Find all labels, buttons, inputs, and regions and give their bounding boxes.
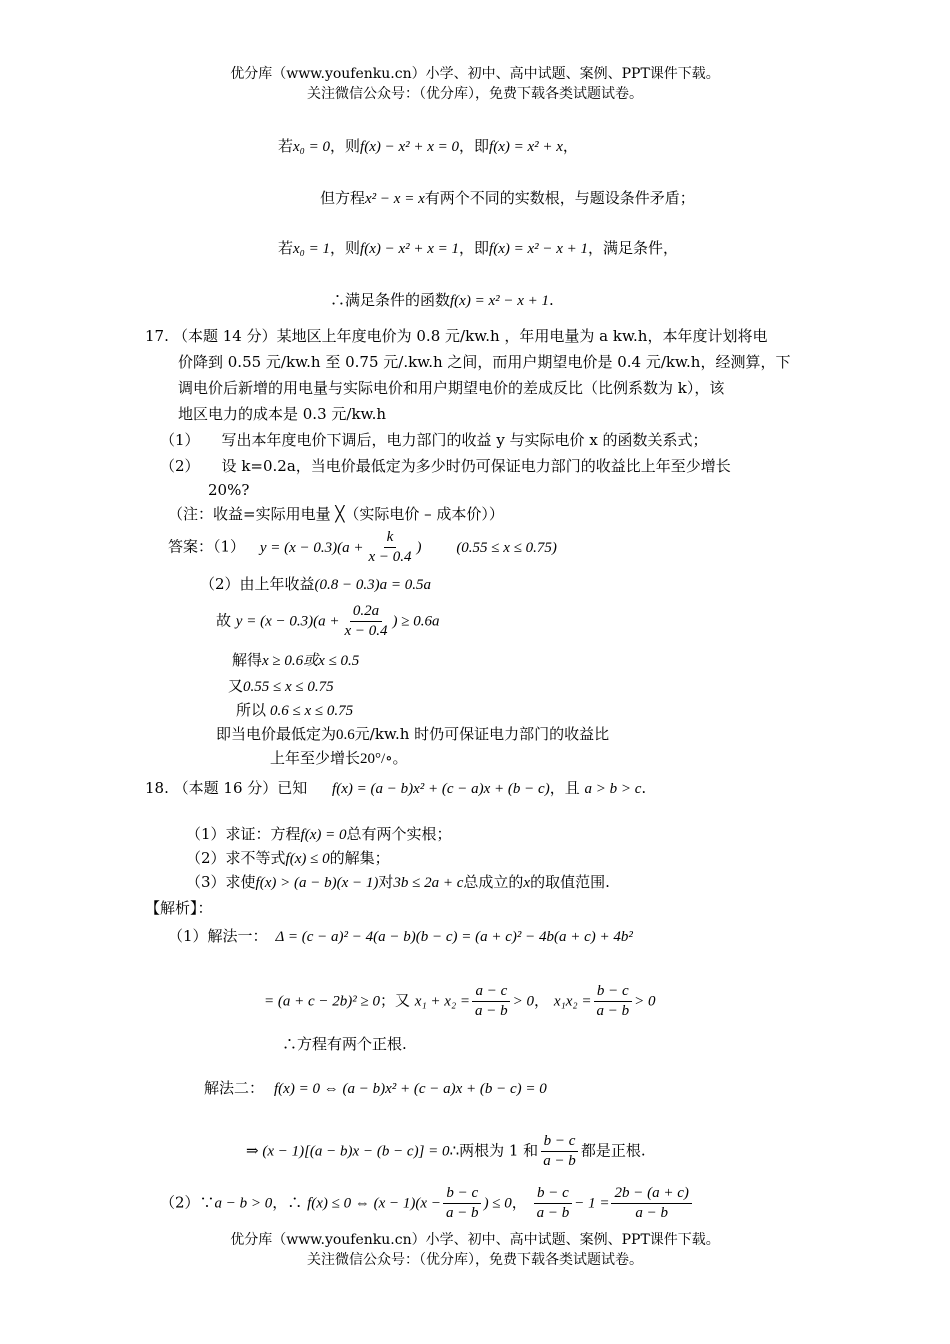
text-dot: .	[641, 779, 647, 797]
text: （1）解法一：	[168, 927, 268, 945]
math: > 0	[512, 993, 535, 1010]
q18-method1-line2	[264, 982, 655, 1021]
answer-label: 答案：（1）	[168, 537, 246, 556]
text: 元/kw.h 时仍可保证电力部门的收益比	[354, 725, 610, 743]
math-value: 0.6	[336, 727, 355, 743]
q17-part2	[160, 456, 731, 476]
q17-inequality	[216, 602, 439, 641]
math: > 0	[634, 993, 656, 1010]
case-x0-one	[278, 238, 678, 259]
q18-sub3	[186, 872, 610, 893]
q18-sub1	[186, 824, 452, 845]
text-end: 。	[392, 749, 408, 767]
text-ze: ，则	[330, 239, 361, 257]
math: f(x) ≤ 0 ⇔ (x − 1)(x −	[307, 1195, 441, 1212]
math: ⇒ (x − 1)[(a − b)x − (b − c)] = 0	[246, 1143, 450, 1160]
numerator: b − c	[541, 1132, 579, 1152]
math-percent: 20°/∘	[360, 751, 393, 767]
part-label: （1）	[160, 431, 200, 449]
text: ∴满足条件的函数	[330, 291, 451, 309]
footer-line-2: 关注微信公众号：（优分库），免费下载各类试题试卷。	[307, 1252, 643, 1268]
math-equation: f(x) − x² + x = 1	[360, 241, 460, 257]
math: 3b ≤ 2a + c	[393, 875, 464, 891]
text: 解得	[232, 651, 263, 669]
q18-analysis-label: 【解析】：	[145, 899, 213, 917]
footer-line-1: 优分库（www.youfenku.cn）小学、初中、高中试题、案例、PPT课件下载。	[230, 1232, 720, 1248]
math-function: f(x) = x² − x + 1	[450, 293, 550, 309]
text: 对	[378, 873, 394, 891]
math-root-product: x₁x₂ =	[553, 993, 592, 1010]
text: 所以	[236, 701, 267, 719]
fraction-root-2	[443, 1184, 482, 1223]
fraction-root	[540, 1132, 579, 1171]
math-ge-06a: ) ≥ 0.6a	[392, 613, 440, 630]
q17-also	[228, 676, 334, 697]
text: 总有两个实根；	[346, 825, 452, 843]
math-x0-eq-0: x₀ = 0	[293, 139, 331, 155]
numerator: 0.2a	[350, 602, 382, 622]
numerator: k	[384, 528, 397, 548]
part-text: 写出本年度电价下调后，电力部门的收益 y 与实际电价 x 的函数关系式；	[221, 431, 708, 449]
text: 上年至少增长	[270, 749, 361, 767]
math-equation: f(x) − x² + x = 0	[360, 139, 460, 155]
math-y-expression: y = (x − 0.3)(a +	[259, 539, 364, 556]
text: ，且	[549, 779, 580, 797]
numerator: b − c	[594, 982, 632, 1002]
text: ，	[534, 991, 550, 1010]
fraction-02a	[341, 602, 390, 641]
text: （2）由上年收益	[200, 575, 315, 593]
text: 总成立的	[463, 873, 524, 891]
case-x0-zero	[278, 136, 578, 157]
text-ruo: 若	[278, 239, 294, 257]
fraction-sum	[472, 982, 511, 1021]
math-root-sum: x₁ + x₂ =	[414, 993, 471, 1010]
math-x: x	[523, 875, 531, 891]
q17-number: 17.	[145, 327, 169, 345]
math: a − b > 0	[214, 1195, 273, 1212]
q17-part2-cont: 20%?	[208, 481, 250, 499]
text-end: ，	[562, 137, 578, 155]
denominator: x − 0.4	[368, 549, 412, 565]
q18-method1-line1	[168, 926, 633, 947]
math-domain: (0.55 ≤ x ≤ 0.75)	[456, 539, 557, 556]
text: 的解集；	[329, 849, 390, 867]
math-y-expression: y = (x − 0.3)(a +	[235, 613, 340, 630]
math-condition: a > b > c	[584, 781, 642, 797]
q17-part1	[160, 430, 708, 450]
text: 但方程	[320, 189, 366, 207]
text: （1）求证：方程	[186, 825, 301, 843]
text-ze: ，则	[330, 137, 361, 155]
q17-line-2: 价降到 0.55 元/kw.h 至 0.75 元/.kw.h 之间，而用户期望电价是 0.4 元/kw.h，经测算，下	[178, 353, 791, 371]
numerator: 2b − (a + c)	[611, 1184, 691, 1204]
text: 有两个不同的实数根，与题设条件矛盾；	[424, 189, 695, 207]
math-fx-definition: f(x) = (a − b)x² + (c − a)x + (b − c)	[332, 781, 550, 797]
text: 又	[228, 677, 244, 695]
header-line-2: 关注微信公众号：（优分库），免费下载各类试题试卷。	[307, 86, 643, 102]
part-text: 设 k=0.2a，当电价最低定为多少时仍可保证电力部门的收益比上年至少增长	[221, 457, 731, 475]
text: 即当电价最低定为	[216, 725, 337, 743]
q17-therefore	[236, 700, 353, 721]
text: （本题 16 分）已知	[173, 779, 308, 797]
text: （2）求不等式	[186, 849, 286, 867]
text-ji: ，即	[459, 137, 490, 155]
fraction-root-3	[534, 1184, 573, 1223]
contradiction-line	[320, 188, 695, 209]
q18-number: 18.	[145, 779, 169, 797]
q18-part2-line	[160, 1184, 694, 1223]
math-range: 0.55 ≤ x ≤ 0.75	[243, 679, 334, 695]
q17-note: （注：收益=实际用电量 ╳（实际电价 – 成本价））	[168, 505, 504, 523]
text: ，	[511, 1193, 527, 1212]
math: − 1 =	[574, 1195, 610, 1212]
q17-line-3: 调电价后新增的用电量与实际电价和用户期望电价的差成反比（比例系数为 k），该	[178, 379, 725, 397]
numerator: b − c	[443, 1184, 481, 1204]
math: f(x) > (a − b)(x − 1)	[255, 875, 379, 891]
q17-answer-1	[168, 528, 557, 567]
denominator: a − b	[543, 1153, 576, 1169]
q17-line-1: （本题 14 分）某地区上年度电价为 0.8 元/kw.h ，年用电量为 a kw.h，本年度计划将电	[173, 327, 768, 345]
math-result: f(x) = x² − x + 1	[489, 241, 589, 257]
math: f(x) ≤ 0	[285, 851, 330, 867]
math-solution: x ≥ 0.6或x ≤ 0.5	[262, 653, 360, 669]
text-end: ，满足条件，	[588, 239, 679, 257]
q18-method2-line2	[246, 1132, 646, 1171]
text-ruo: 若	[278, 137, 294, 155]
text: ，∴	[272, 1193, 303, 1212]
math: f(x) = 0 ⇔ (a − b)x² + (c − a)x + (b − c) = 0	[274, 1081, 547, 1097]
q17-answer-2	[200, 574, 431, 595]
q17-conclusion-cont	[270, 748, 408, 769]
math-range: 0.6 ≤ x ≤ 0.75	[270, 703, 354, 719]
denominator: a − b	[445, 1205, 479, 1221]
math-result: f(x) = x² + x	[489, 139, 563, 155]
numerator: b − c	[534, 1184, 572, 1204]
fraction-k	[366, 528, 415, 567]
denominator: x − 0.4	[344, 623, 388, 639]
denominator: a − b	[596, 1003, 630, 1019]
q18-method2-line1	[204, 1078, 547, 1099]
q17-line-4: 地区电力的成本是 0.3 元/kw.h	[178, 405, 387, 423]
text: ；又	[380, 991, 411, 1010]
denominator: a − b	[475, 1003, 508, 1019]
math: = (a + c − 2b)² ≥ 0	[264, 993, 380, 1010]
numerator: a − c	[472, 982, 510, 1002]
q18-method1-conclusion: ∴方程有两个正根.	[282, 1035, 407, 1053]
math-equation: x² − x = x	[365, 191, 425, 207]
math-close: )	[416, 539, 422, 556]
fraction-difference	[611, 1184, 691, 1223]
conclusion-line	[330, 290, 554, 311]
text: 的取值范围.	[530, 873, 610, 891]
part-label: （2）	[160, 457, 200, 475]
text: 解法二：	[204, 1079, 265, 1097]
q18-stem	[145, 778, 646, 799]
math-discriminant: Δ = (c − a)² − 4(a − b)(b − c) = (a + c)² − 4b(a + c) + 4b²	[275, 929, 633, 945]
math-last-year-revenue: (0.8 − 0.3)a = 0.5a	[314, 577, 432, 593]
denominator: a − b	[635, 1205, 668, 1221]
text-end: .	[549, 291, 554, 309]
header-line-1: 优分库（www.youfenku.cn）小学、初中、高中试题、案例、PPT课件下载。	[230, 66, 720, 82]
text: ∴两根为 1 和	[449, 1141, 539, 1160]
math: f(x) = 0	[300, 827, 347, 843]
text: （3）求使	[186, 873, 256, 891]
text: （2）∵	[160, 1193, 215, 1212]
text-gu: 故	[216, 611, 232, 630]
q18-sub2	[186, 848, 390, 869]
q17-solve	[232, 650, 359, 671]
math: ) ≤ 0	[483, 1195, 512, 1212]
q17-conclusion	[216, 724, 609, 745]
fraction-product	[593, 982, 632, 1021]
text-ji: ，即	[459, 239, 490, 257]
denominator: a − b	[536, 1205, 570, 1221]
text: 都是正根.	[580, 1141, 646, 1160]
math-x0-eq-1: x₀ = 1	[293, 241, 331, 257]
